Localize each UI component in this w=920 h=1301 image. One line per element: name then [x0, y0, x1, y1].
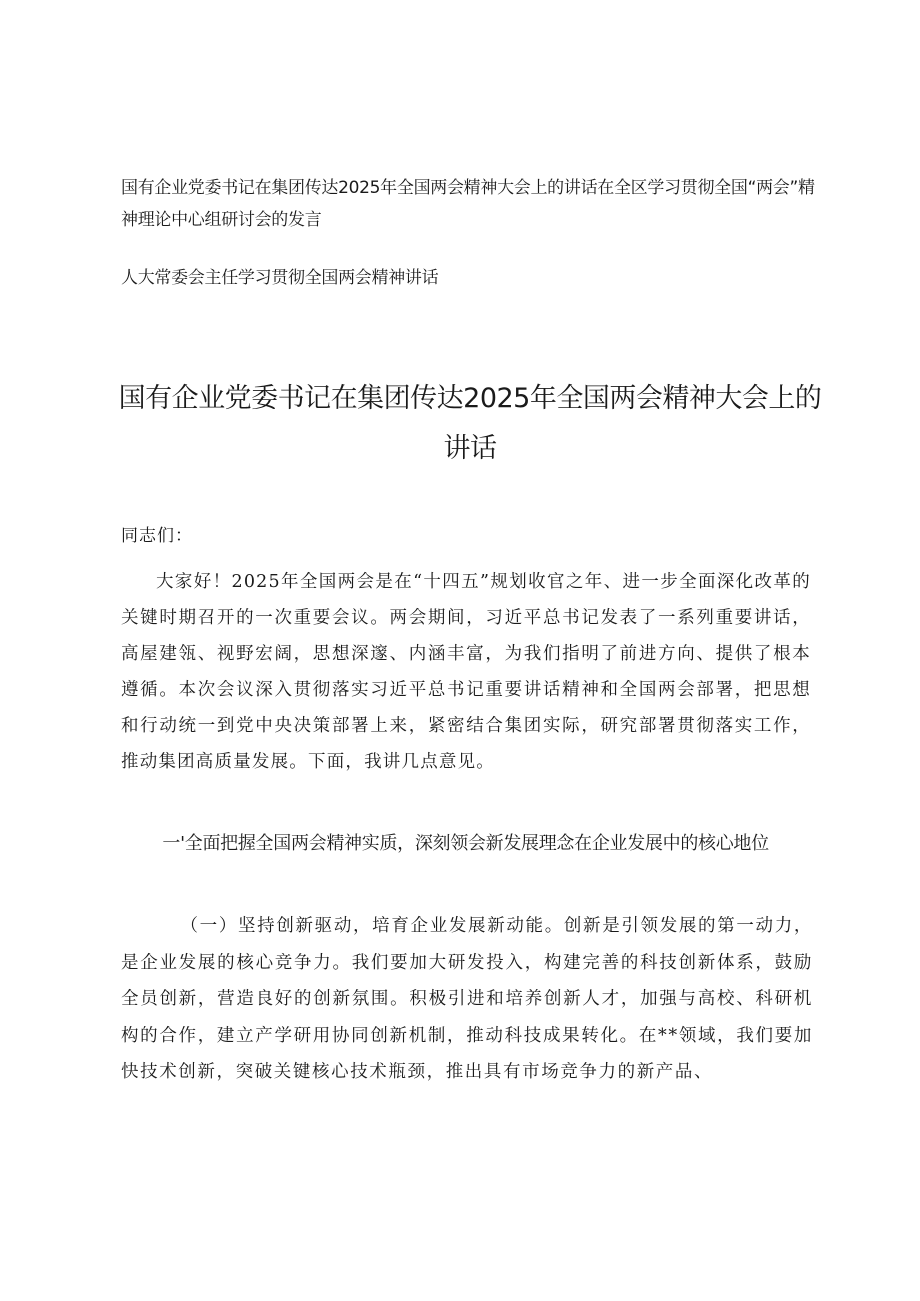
subsection-paragraph-1: （一）坚持创新驱动，培育企业发展新动能。创新是引领发展的第一动力，是企业发展的核心竞争力。我们要加大研发投入，构建完善的科技创新体系，鼓励全员创新，营造良好的创新氛围。积极引进和培养创新人才，加强与高校、科研机构的合作，建立产学研用协同创新机制，推动科技成果转化。在**领域，我们要加快技术创新，突破关键核心技术瓶颈，推出具有市场竞争力的新产品、 [121, 916, 813, 1082]
document-title: 国有企业党委书记在集团传达2025年全国两会精神大会上的讲话 [118, 383, 822, 464]
related-article-link-1[interactable]: 国有企业党委书记在集团传达2025年全国两会精神大会上的讲话在全区学习贯彻全国“两会”精神理论中心组研讨会的发言 [121, 178, 815, 230]
intro-paragraph: 大家好！2025年全国两会是在“十四五”规划收官之年、进一步全面深化改革的关键时期召开的一次重要会议。两会期间，习近平总书记发表了一系列重要讲话，高屋建瓴、视野宏阔，思想深邃、内涵丰富，为我们指明了前进方向、提供了根本遵循。本次会议深入贯彻落实习近平总书记重要讲话精神和全国两会部署，把思想和行动统一到党中央决策部署上来，紧密结合集团实际，研究部署贯彻落实工作，推动集团高质量发展。下面，我讲几点意见。 [121, 572, 811, 772]
related-article-link-2[interactable]: 人大常委会主任学习贯彻全国两会精神讲话 [121, 268, 439, 288]
section-heading-1: 一'全面把握全国两会精神实质，深刻领会新发展理念在企业发展中的核心地位 [162, 833, 769, 854]
greeting: 同志们： [121, 526, 193, 546]
